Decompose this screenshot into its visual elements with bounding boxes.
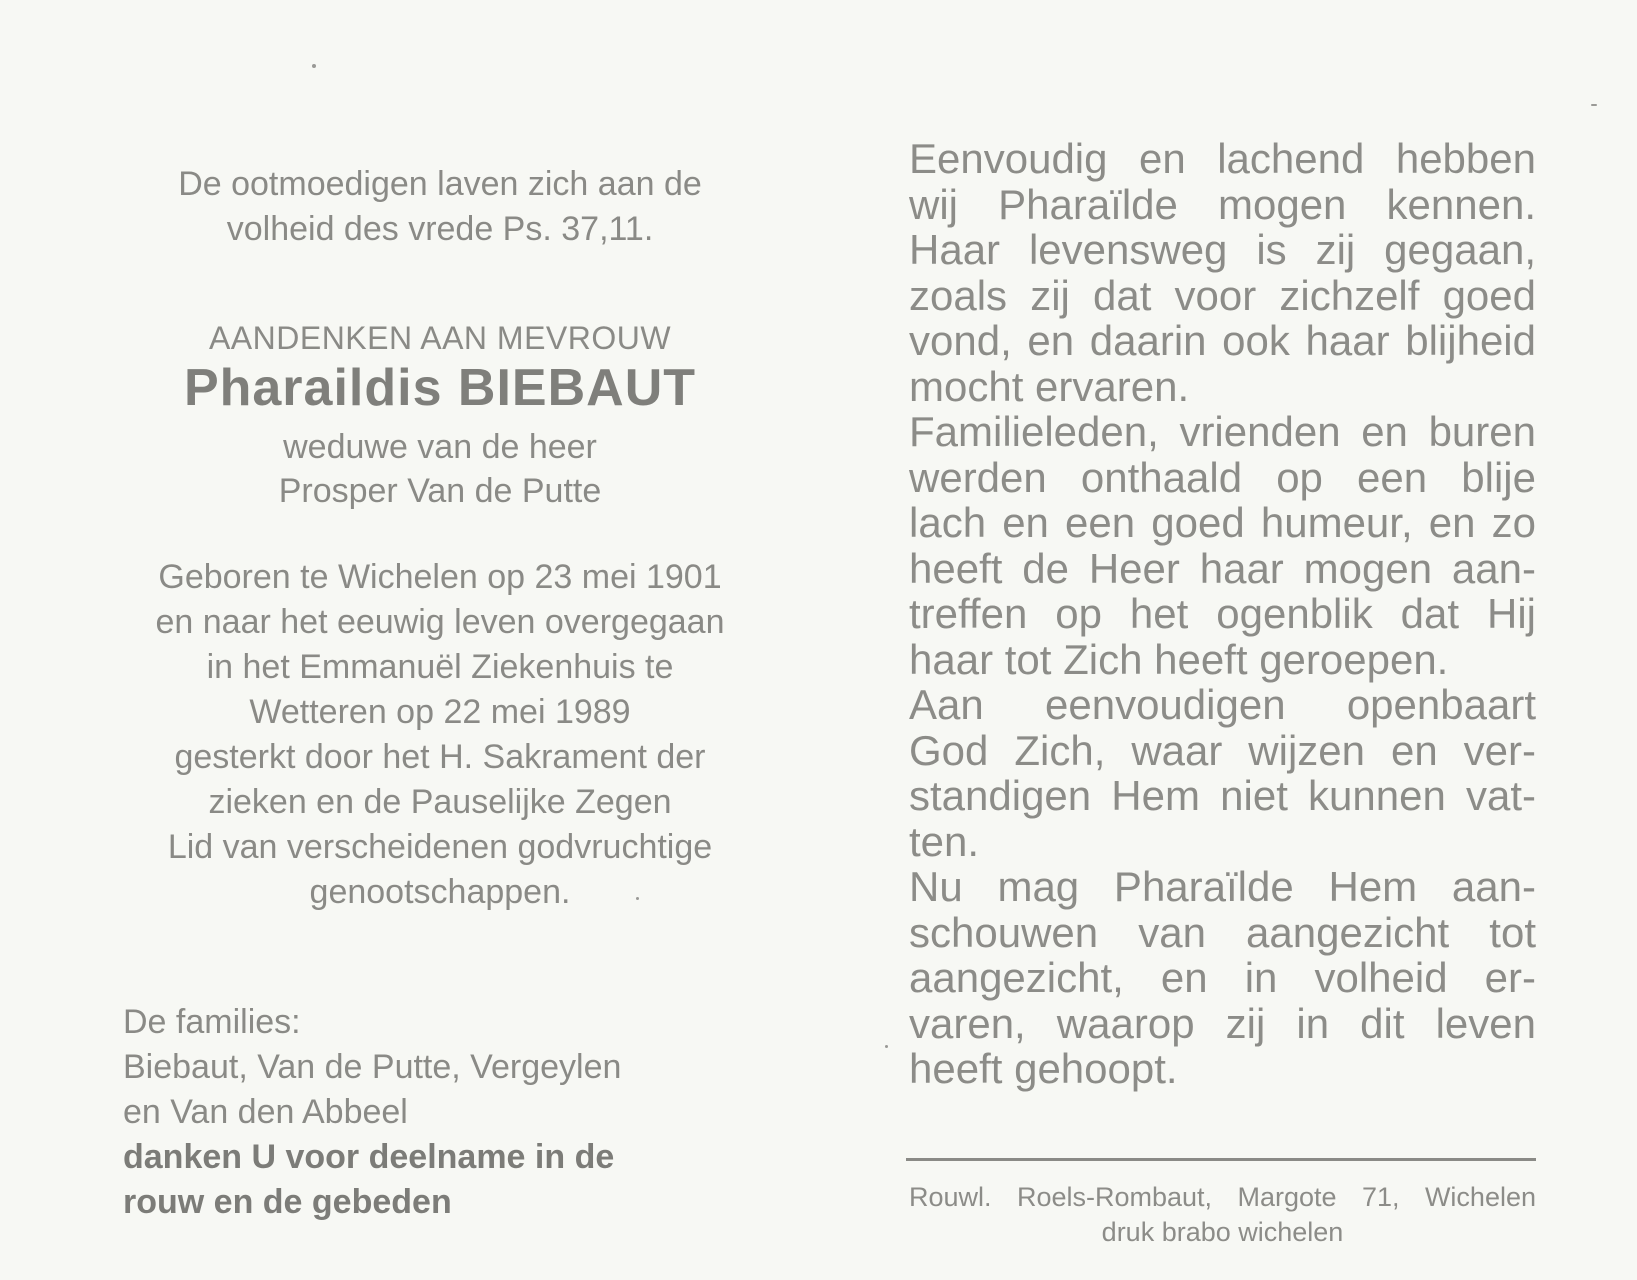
poem-line: schouwen van aangezicht tot bbox=[909, 908, 1536, 956]
poem-line: Haar levensweg is zij gegaan, bbox=[909, 226, 1536, 273]
families-names-line: Biebaut, Van de Putte, Vergeylen bbox=[123, 1048, 622, 1086]
left-column bbox=[100, 162, 780, 915]
spouse-line: Prosper Van de Putte bbox=[278, 472, 602, 510]
poem-line: ten. bbox=[909, 817, 980, 865]
right-column bbox=[909, 136, 1536, 1092]
spouse-line: weduwe van de heer bbox=[283, 428, 597, 466]
poem-line: zoals zij dat voor zichzelf goed bbox=[909, 271, 1536, 319]
deceased-name: Pharaildis BIEBAUT bbox=[183, 359, 697, 417]
printer-line: Rouwl. Roels-Rombaut, Margote 71, Wichelen bbox=[909, 1182, 1536, 1212]
life-detail-line: Wetteren op 22 mei 1989 bbox=[249, 693, 631, 731]
poem-line: aangezicht, en in volheid er- bbox=[909, 954, 1536, 1001]
poem-line: haar tot Zich heeft geroepen. bbox=[909, 635, 1449, 683]
poem bbox=[909, 136, 1536, 1092]
poem-line: werden onthaald op een blije bbox=[909, 453, 1536, 501]
printer-divider bbox=[906, 1158, 1536, 1161]
poem-line: heeft gehoopt. bbox=[909, 1045, 1178, 1092]
life-detail-line: genootschappen. bbox=[309, 873, 571, 911]
families-thanks-line: rouw en de gebeden bbox=[123, 1183, 452, 1221]
life-detail-line: zieken en de Pauselijke Zegen bbox=[208, 783, 672, 821]
print-speck bbox=[885, 1045, 888, 1048]
poem-line: lach en een goed humeur, en zo bbox=[909, 499, 1536, 546]
print-speck bbox=[636, 897, 639, 900]
life-detail-line: gesterkt door het H. Sakrament der bbox=[174, 738, 706, 776]
poem-line: Familieleden, vrienden en buren bbox=[909, 408, 1536, 455]
print-speck bbox=[1591, 104, 1597, 106]
print-speck bbox=[312, 64, 316, 68]
poem-line: varen, waarop zij in dit leven bbox=[909, 999, 1536, 1047]
poem-line: wij Pharaïlde mogen kennen. bbox=[909, 180, 1536, 228]
printer-line: druk brabo wichelen bbox=[1101, 1217, 1344, 1247]
families-thanks-line: danken U voor deelname in de bbox=[123, 1138, 615, 1176]
verse-line: De ootmoedigen laven zich aan de bbox=[178, 165, 702, 203]
verse-line: volheid des vrede Ps. 37,11. bbox=[226, 210, 654, 248]
poem-line: vond, en daarin ook haar blijheid bbox=[909, 317, 1536, 364]
bible-verse bbox=[100, 162, 780, 252]
poem-line: heeft de Heer haar mogen aan- bbox=[909, 544, 1536, 592]
life-details bbox=[100, 555, 780, 915]
families-names-line: en Van den Abbeel bbox=[123, 1093, 408, 1131]
poem-line: treffen op het ogenblik dat Hij bbox=[909, 590, 1536, 637]
families-label: De families: bbox=[123, 1003, 301, 1041]
poem-line: mocht ervaren. bbox=[909, 362, 1190, 410]
printer-credit bbox=[909, 1180, 1536, 1250]
poem-line: God Zich, waar wijzen en ver- bbox=[909, 726, 1536, 774]
life-detail-line: in het Emmanuël Ziekenhuis te bbox=[206, 648, 674, 686]
memorial-heading: AANDENKEN AAN MEVROUW bbox=[208, 320, 672, 356]
spouse-info bbox=[100, 425, 780, 513]
families-section bbox=[123, 1000, 743, 1225]
life-detail-line: Geboren te Wichelen op 23 mei 1901 bbox=[158, 558, 722, 596]
poem-line: Eenvoudig en lachend hebben bbox=[909, 135, 1536, 182]
poem-line: standigen Hem niet kunnen vat- bbox=[909, 772, 1536, 819]
poem-line: Aan eenvoudigen openbaart bbox=[909, 681, 1536, 728]
life-detail-line: en naar het eeuwig leven overgegaan bbox=[155, 603, 725, 641]
poem-line: Nu mag Pharaïlde Hem aan- bbox=[909, 863, 1536, 910]
life-detail-line: Lid van verscheidenen godvruchtige bbox=[167, 828, 713, 866]
